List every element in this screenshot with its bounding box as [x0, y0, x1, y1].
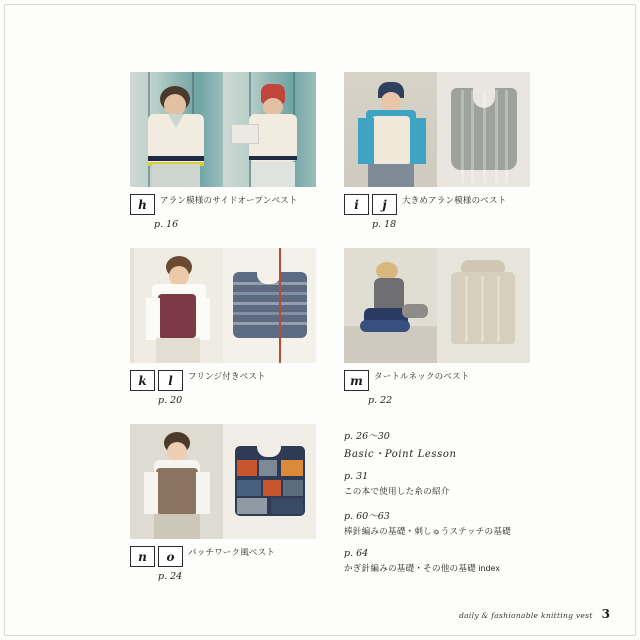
index-page: p. 64 [344, 548, 369, 559]
photo-grey-cable-vest-flat [437, 72, 530, 187]
contents-entry-no[interactable] [130, 424, 316, 585]
entry-page: p. 20 [158, 395, 183, 406]
entry-page: p. 22 [368, 395, 393, 406]
entry-letters [130, 546, 183, 567]
index-item[interactable] [344, 508, 530, 537]
contents-row [130, 72, 530, 230]
entry-title: パッチワーク風ベスト [188, 547, 276, 557]
page-footer [459, 608, 610, 620]
contents-entry-m[interactable] [344, 248, 530, 406]
index-item[interactable] [344, 548, 530, 574]
entry-photos [130, 248, 316, 363]
letter-badge: k [130, 370, 155, 391]
letter-badge: i [344, 194, 369, 215]
contents-grid [130, 72, 530, 603]
photo-turtleneck-vest-flat [437, 248, 530, 363]
entry-letters [130, 370, 183, 391]
letter-badge: j [372, 194, 397, 215]
photo-patchwork-vest-flat [223, 424, 316, 539]
entry-photos [344, 72, 530, 187]
entry-title: タートルネックのベスト [374, 371, 470, 381]
entry-caption [344, 370, 530, 391]
index-page: p. 60〜63 [344, 511, 390, 522]
photo-model-burgundy-vest [130, 248, 223, 363]
contents-entry-h[interactable] [130, 72, 316, 230]
entry-page: p. 18 [372, 219, 397, 230]
entry-caption [130, 370, 316, 391]
photo-model-brown-vest [130, 424, 223, 539]
letter-badge: l [158, 370, 183, 391]
footer-book-title: daily & fashionable knitting vest [459, 611, 593, 620]
entry-page: p. 16 [154, 219, 179, 230]
entry-title: 大きめアラン模様のベスト [402, 195, 507, 205]
entry-letters [344, 194, 397, 215]
index-list [344, 424, 530, 585]
letter-badge: m [344, 370, 369, 391]
index-item[interactable] [344, 471, 530, 497]
entry-title: フリンジ付きベスト [188, 371, 266, 381]
photo-model-cream-vest [130, 72, 223, 187]
letter-badge: h [130, 194, 155, 215]
page-number: 3 [601, 607, 610, 621]
index-label: 棒針編みの基礎・刺しゅうステッチの基礎 [344, 526, 511, 536]
entry-page: p. 24 [158, 571, 183, 582]
entry-photos [344, 248, 530, 363]
index-page: p. 31 [344, 471, 369, 482]
entry-caption [130, 546, 316, 567]
entry-letters [344, 370, 369, 391]
letter-badge: n [130, 546, 155, 567]
photo-striped-vest-flat [223, 248, 316, 363]
entry-caption [344, 194, 530, 215]
index-item[interactable] [344, 428, 530, 460]
contents-entry-ij[interactable] [344, 72, 530, 230]
photo-model-back-view [223, 72, 316, 187]
index-label: かぎ針編みの基礎・その他の基礎 index [344, 563, 501, 573]
entry-photos [130, 424, 316, 539]
index-label: Basic・Point Lesson [344, 449, 457, 460]
entry-title: アラン模様のサイドオープンベスト [160, 195, 298, 205]
letter-badge: o [158, 546, 183, 567]
contents-entry-kl[interactable] [130, 248, 316, 406]
contents-row [130, 424, 530, 585]
entry-letters [130, 194, 155, 215]
photo-model-turtleneck-seated [344, 248, 437, 363]
contents-row [130, 248, 530, 406]
entry-caption [130, 194, 316, 215]
index-page: p. 26〜30 [344, 431, 390, 442]
photo-model-cable-vest [344, 72, 437, 187]
index-label: この本で使用した糸の紹介 [344, 486, 450, 496]
entry-photos [130, 72, 316, 187]
